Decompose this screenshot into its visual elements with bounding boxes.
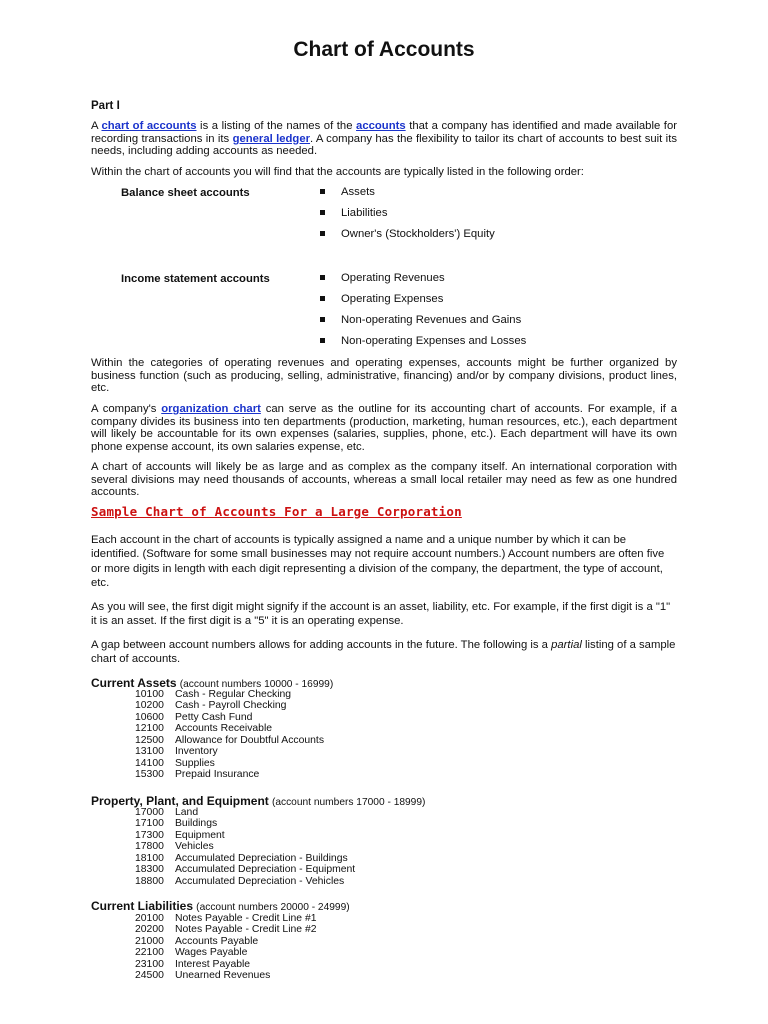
part-heading: Part I <box>91 100 120 112</box>
account-row: 12100 Accounts Receivable <box>135 723 273 735</box>
bullet-square-icon <box>320 296 325 301</box>
account-row: 15300 Prepaid Insurance <box>135 769 260 781</box>
account-row: 17800 Vehicles <box>135 841 214 853</box>
bullet-square-icon <box>320 317 325 322</box>
chart-of-accounts-link[interactable]: chart of accounts <box>101 120 197 132</box>
page-title: Chart of Accounts <box>293 38 475 61</box>
bullet-item: Owner's (Stockholders') Equity <box>320 228 495 242</box>
bullet-square-icon <box>320 231 325 236</box>
account-row: 22100 Wages Payable <box>135 947 248 959</box>
income-statement-label: Income statement accounts <box>121 273 270 285</box>
bullet-item: Non-operating Expenses and Losses <box>320 335 526 349</box>
account-row: 17100 Buildings <box>135 818 218 830</box>
intro-text-a: A <box>91 120 102 132</box>
account-row: 18800 Accumulated Depreciation - Vehicles <box>135 875 345 887</box>
property-plant-equipment-list <box>135 807 355 887</box>
bullet-square-icon <box>320 275 325 280</box>
accounts-link[interactable]: accounts <box>356 120 406 132</box>
account-row: 17300 Equipment <box>135 829 225 841</box>
current-liabilities-list <box>135 913 317 982</box>
account-row: 14100 Supplies <box>135 757 215 769</box>
account-row: 18300 Accumulated Depreciation - Equipment <box>135 864 356 876</box>
current-assets-list <box>135 689 324 781</box>
bullet-square-icon <box>320 189 325 194</box>
account-row: 12500 Allowance for Doubtful Accounts <box>135 734 325 746</box>
intro-text-c: that a company has identified and made available for recording transactions in its <box>91 120 677 145</box>
account-row: 17000 Land <box>135 807 199 818</box>
property-plant-equipment-heading: Property, Plant, and Equipment (account numbers 17000 - 18999) <box>91 794 426 808</box>
account-row: 23100 Interest Payable <box>135 958 251 970</box>
current-assets-heading: Current Assets (account numbers 10000 - 16999) <box>91 676 334 690</box>
account-row: 24500 Unearned Revenues <box>135 970 271 982</box>
account-row: 10200 Cash - Payroll Checking <box>135 700 287 712</box>
bullet-item: Operating Expenses <box>320 293 443 307</box>
complexity-paragraph: A chart of accounts will likely be as large and as complex as the company itself. An international corporation with several divisions may need thousands of accounts, whereas a small local retailer may need as few as one hundred accounts. <box>91 461 677 499</box>
business-function-paragraph: Within the categories of operating revenues and operating expenses, accounts might be further organized by business function (such as producing, selling, administrative, financing) and/or by company divisions, product lines, etc. <box>91 357 677 395</box>
account-row: 10100 Cash - Regular Checking <box>135 689 292 700</box>
account-row: 10600 Petty Cash Fund <box>135 711 253 723</box>
sample-chart-heading-link[interactable]: Sample Chart of Accounts For a Large Corporation <box>91 504 462 519</box>
intro-text-d: . A company has the flexibility to tailor its chart of accounts to best suit its needs, including adding accounts as needed. <box>91 132 677 158</box>
account-row: 18100 Accumulated Depreciation - Buildings <box>135 852 348 864</box>
account-row: 13100 Inventory <box>135 746 218 758</box>
general-ledger-link[interactable]: general ledger <box>232 132 311 145</box>
account-number-paragraph: Each account in the chart of accounts is typically assigned a name and a unique number by which it can be identified. (Software for some small businesses may not require account numbers.) Account numbers are often five or more digits in length with each digit representing a division of the company, the department, the type of account, etc. <box>91 534 665 590</box>
account-row: 21000 Accounts Payable <box>135 935 259 947</box>
intro-text-b: is a listing of the names of the <box>196 120 357 132</box>
intro-paragraph <box>91 120 677 158</box>
first-digit-paragraph: As you will see, the first digit might signify if the account is an asset, liability, etc. For example, if the first digit is a "1" it is an asset. If the first digit is a "5" it is an operating expense. <box>91 601 671 628</box>
balance-sheet-label: Balance sheet accounts <box>121 187 250 199</box>
bullet-item: Liabilities <box>320 207 387 221</box>
organization-chart-link[interactable]: organization chart <box>161 403 261 415</box>
account-row: 20200 Notes Payable - Credit Line #2 <box>135 924 317 936</box>
organization-chart-paragraph: A company's organization chart can serve as the outline for its accounting chart of accounts. For example, if a company divides its business into ten departments (production, marketing, human resources, etc.), each department will likely be accountable for its own expenses (salaries, supplies, phone, etc.). Each department will have its own phone expense account, its own salaries expense, etc. <box>91 403 677 453</box>
bullet-square-icon <box>320 338 325 343</box>
bullet-item: Non-operating Revenues and Gains <box>320 314 521 328</box>
account-row: 20100 Notes Payable - Credit Line #1 <box>135 913 317 924</box>
order-paragraph: Within the chart of accounts you will find that the accounts are typically listed in the following order: <box>91 166 584 178</box>
gap-paragraph: A gap between account numbers allows for adding accounts in the future. The following is a partial listing of a sample chart of accounts. <box>91 639 676 666</box>
current-liabilities-heading: Current Liabilities (account numbers 20000 - 24999) <box>91 899 350 913</box>
bullet-square-icon <box>320 210 325 215</box>
bullet-item: Operating Revenues <box>320 272 445 286</box>
bullet-item: Assets <box>320 186 375 200</box>
